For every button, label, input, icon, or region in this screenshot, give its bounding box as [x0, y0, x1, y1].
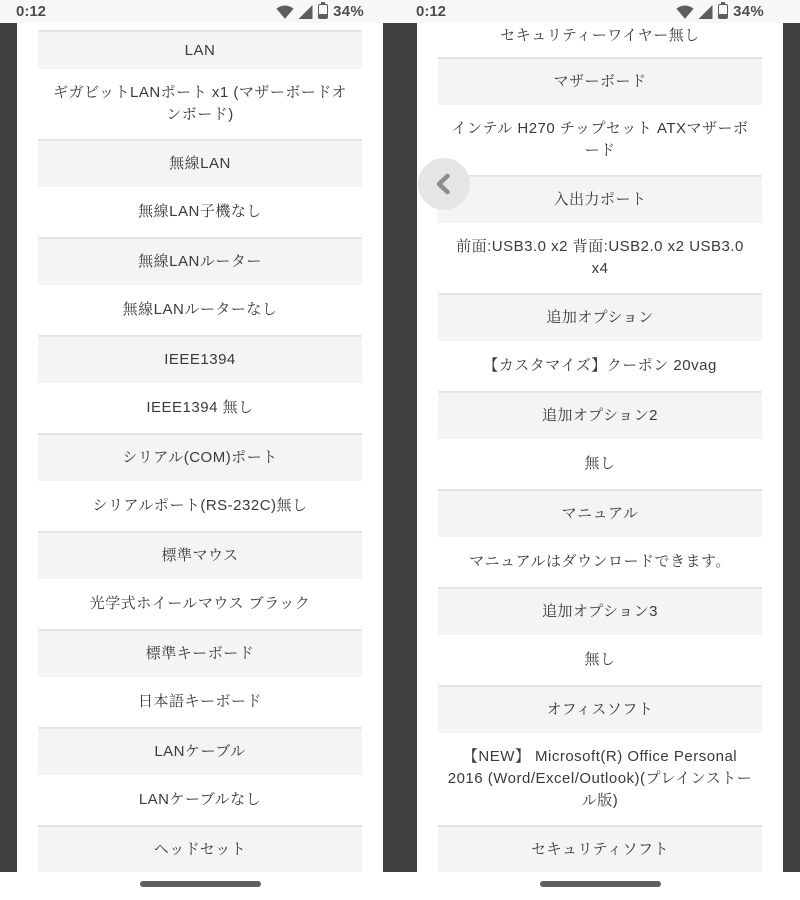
- spec-value-row: 【NEW】 Microsoft(R) Office Personal 2016 (Word/Excel/Outlook)(プレインストール版): [438, 733, 762, 825]
- gesture-nav-bar: [400, 872, 800, 900]
- battery-icon: [718, 4, 728, 19]
- spec-value-row: ギガビットLANポート x1 (マザーボードオンボード): [38, 69, 362, 139]
- spec-header-row: シリアル(COM)ポート: [38, 433, 362, 481]
- spec-value-row: インテル H270 チップセット ATXマザーボード: [438, 105, 762, 175]
- spec-value-row: マニュアルはダウンロードできます。: [438, 537, 762, 587]
- spec-header-row: 無線LANルーター: [38, 237, 362, 285]
- spec-header-row: 無線LAN: [38, 139, 362, 187]
- spec-header-row: 標準キーボード: [38, 629, 362, 677]
- status-time: 0:12: [416, 3, 447, 20]
- spec-value-row: 無し: [438, 635, 762, 685]
- spec-value-row: 光学式ホイールマウス ブラック: [38, 579, 362, 629]
- spec-value-row: LANケーブルなし: [38, 775, 362, 825]
- spec-header-row: LAN: [38, 30, 362, 69]
- spec-list-left: [38, 30, 362, 872]
- spec-value-row: IEEE1394 無し: [38, 383, 362, 433]
- wifi-icon: [276, 5, 294, 19]
- battery-percent: 34%: [733, 3, 764, 20]
- spec-header-row: 追加オプション3: [438, 587, 762, 635]
- spec-value-row: 無線LAN子機なし: [38, 187, 362, 237]
- spec-value-row: 【カスタマイズ】クーポン 20vag: [438, 341, 762, 391]
- spec-value-row: 無し: [438, 439, 762, 489]
- spec-header-row: 標準マウス: [38, 531, 362, 579]
- home-indicator[interactable]: [140, 881, 261, 887]
- status-bar: [400, 0, 800, 23]
- status-bar: [0, 0, 400, 23]
- spec-header-row: マザーボード: [438, 57, 762, 105]
- spec-header-row: セキュリティソフト: [438, 825, 762, 872]
- spec-header-row: IEEE1394: [38, 335, 362, 383]
- battery-icon: [318, 4, 328, 19]
- spec-header-row: LANケーブル: [38, 727, 362, 775]
- spec-header-row: マニュアル: [438, 489, 762, 537]
- phone-screenshot-right: [400, 0, 800, 900]
- gesture-nav-bar: [0, 872, 400, 900]
- battery-percent: 34%: [333, 3, 364, 20]
- home-indicator[interactable]: [540, 881, 661, 887]
- spec-value-row: シリアルポート(RS-232C)無し: [38, 481, 362, 531]
- spec-value-row: 無線LANルーターなし: [38, 285, 362, 335]
- spec-header-row: 追加オプション2: [438, 391, 762, 439]
- spec-screen-right: [400, 23, 800, 872]
- spec-value-row: セキュリティーワイヤー無し: [438, 23, 762, 57]
- chevron-left-icon: [435, 173, 454, 195]
- status-icons: [676, 3, 764, 20]
- spec-header-row: オフィスソフト: [438, 685, 762, 733]
- spec-header-row: 入出力ポート: [438, 175, 762, 223]
- cellular-signal-icon: [698, 5, 713, 19]
- spec-value-row: 前面:USB3.0 x2 背面:USB2.0 x2 USB3.0 x4: [438, 223, 762, 293]
- spec-header-row: 追加オプション: [438, 293, 762, 341]
- cellular-signal-icon: [298, 5, 313, 19]
- status-icons: [276, 3, 364, 20]
- spec-value-row: 日本語キーボード: [38, 677, 362, 727]
- spec-list-right: [438, 23, 762, 872]
- status-time: 0:12: [16, 3, 47, 20]
- wifi-icon: [676, 5, 694, 19]
- spec-screen-left: [0, 23, 400, 872]
- spec-header-row: ヘッドセット: [38, 825, 362, 872]
- carousel-previous-button[interactable]: [418, 158, 470, 210]
